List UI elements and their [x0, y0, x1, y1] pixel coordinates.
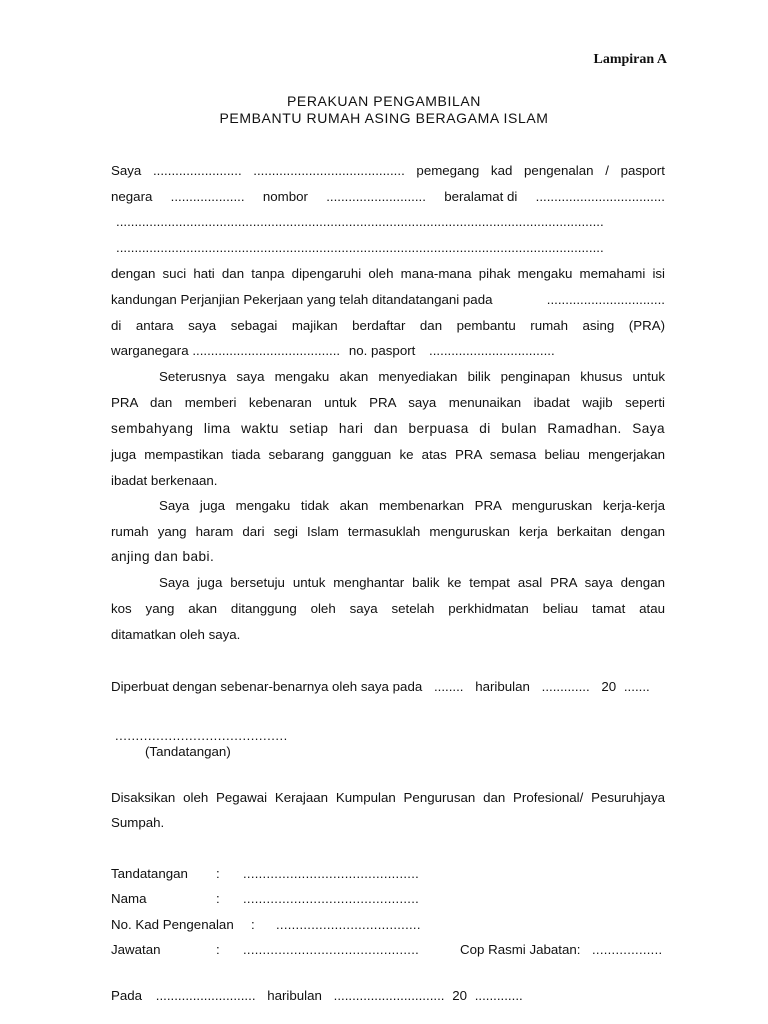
- alamat-dots: ...................................: [535, 189, 665, 204]
- kad-pengenalan-dots: .....................................: [276, 917, 421, 932]
- nombor-dots: ...........................: [326, 189, 426, 204]
- footer-date-line: [111, 987, 665, 1005]
- appendix-label: Lampiran A: [593, 52, 667, 67]
- declaration-haribulan: haribulan: [475, 679, 530, 694]
- intro-kad: kad: [490, 163, 513, 178]
- declaration-text: Diperbuat dengan sebenar-benarnya oleh saya pada: [111, 679, 423, 694]
- document-title-line-2: PEMBANTU RUMAH ASING BERAGAMA ISLAM: [219, 110, 549, 126]
- tandatangan-label: Tandatangan: [111, 866, 188, 881]
- para3-line-1: Saya juga mengaku tidak akan membenarkan PRA menguruskan kerja-kerja: [159, 498, 665, 513]
- negara-dots: ....................: [170, 189, 245, 204]
- intro-pasport: pasport: [620, 163, 665, 178]
- intro-line-6: [111, 291, 665, 309]
- para3-line-2: rumah yang haram dari segi Islam termasuklah menguruskan kerja berkaitan dengan: [111, 524, 665, 539]
- nama-colon: :: [216, 891, 220, 906]
- intro-line-8: [111, 342, 665, 360]
- name-dots-long: .........................................: [253, 163, 405, 178]
- para4-line-2: kos yang akan ditanggung oleh saya setelah perkhidmatan beliau tamat atau: [111, 601, 665, 616]
- intro-beralamat: beralamat di: [444, 189, 518, 204]
- warganegara-dots: ........................................: [192, 343, 341, 358]
- intro-line-1: [111, 162, 665, 180]
- jawatan-colon: :: [216, 942, 220, 957]
- address-dots-line-2: ....................................................................................................................................: [116, 240, 604, 255]
- kad-pengenalan-label: No. Kad Pengenalan: [111, 917, 234, 932]
- pasport-dots: ..................................: [429, 343, 555, 358]
- intro-nombor: nombor: [262, 189, 308, 204]
- document-title-line-1: PERAKUAN PENGAMBILAN: [286, 93, 482, 109]
- tandatangan-colon: :: [216, 866, 220, 881]
- footer-day-dots: ...........................: [155, 988, 256, 1003]
- nama-dots: .............................................: [243, 891, 420, 906]
- intro-warganegara: warganegara: [111, 343, 189, 358]
- declaration-year-prefix: 20: [601, 679, 617, 694]
- footer-pada: Pada: [111, 988, 143, 1003]
- kad-pengenalan-colon: :: [251, 917, 255, 932]
- intro-pemegang: pemegang: [416, 163, 480, 178]
- signature-label: (Tandatangan): [145, 744, 231, 759]
- intro-slash: /: [605, 163, 609, 178]
- intro-saya: Saya: [111, 163, 142, 178]
- signature-dots: ..........................................: [115, 728, 288, 743]
- para3-line-3: anjing dan babi.: [111, 549, 215, 564]
- tandatangan-dots: .............................................: [243, 866, 420, 881]
- declaration-year-dots: .......: [623, 679, 650, 694]
- para2-line-4: juga mempastikan tiada sebarang gangguan ke atas PRA semasa beliau mengerjakan: [111, 447, 665, 462]
- cop-rasmi-label: Cop Rasmi Jabatan:: [460, 942, 581, 957]
- cop-rasmi-dots: ..................: [592, 942, 663, 957]
- para2-line-3: sembahyang lima waktu setiap hari dan berpuasa di bulan Ramadhan. Saya: [111, 421, 665, 436]
- declaration-line: [111, 678, 665, 696]
- address-dots-line-1: ....................................................................................................................................: [116, 214, 604, 229]
- intro-negara: negara: [111, 189, 153, 204]
- witness-line-1: Disaksikan oleh Pegawai Kerajaan Kumpulan Pengurusan dan Profesional/ Pesuruhjaya: [111, 790, 665, 805]
- intro-line-5: dengan suci hati dan tanpa dipengaruhi oleh mana-mana pihak mengaku memahami isi: [111, 266, 665, 281]
- footer-year-prefix: 20: [452, 988, 467, 1003]
- declaration-day-dots: ........: [433, 679, 464, 694]
- name-dots-short: ........................: [152, 163, 242, 178]
- intro-no-pasport: no. pasport: [348, 343, 416, 358]
- intro-line-7: di antara saya sebagai majikan berdaftar dan pembantu rumah asing (PRA): [111, 318, 665, 333]
- footer-year-dots: .............: [474, 988, 523, 1003]
- para4-line-3: ditamatkan oleh saya.: [111, 627, 241, 642]
- jawatan-label: Jawatan: [111, 942, 161, 957]
- footer-haribulan: haribulan: [267, 988, 322, 1003]
- para2-line-1: Seterusnya saya mengaku akan menyediakan bilik penginapan khusus untuk: [159, 369, 665, 384]
- intro-pengenalan: pengenalan: [524, 163, 594, 178]
- para4-line-1: Saya juga bersetuju untuk menghantar balik ke tempat asal PRA saya dengan: [159, 575, 665, 590]
- nama-label: Nama: [111, 891, 147, 906]
- intro-kandungan: kandungan Perjanjian Pekerjaan yang telah ditandatangani pada: [111, 292, 493, 307]
- date-signed-dots: ................................: [546, 292, 665, 307]
- para2-line-2: PRA dan memberi kebenaran untuk PRA saya menunaikan ibadat wajib seperti: [111, 395, 665, 410]
- footer-month-dots: ..............................: [333, 988, 445, 1003]
- declaration-month-dots: .............: [541, 679, 590, 694]
- witness-line-2: Sumpah.: [111, 815, 165, 830]
- para2-line-5: ibadat berkenaan.: [111, 473, 218, 488]
- intro-line-2: [111, 188, 665, 206]
- jawatan-dots: .............................................: [243, 942, 420, 957]
